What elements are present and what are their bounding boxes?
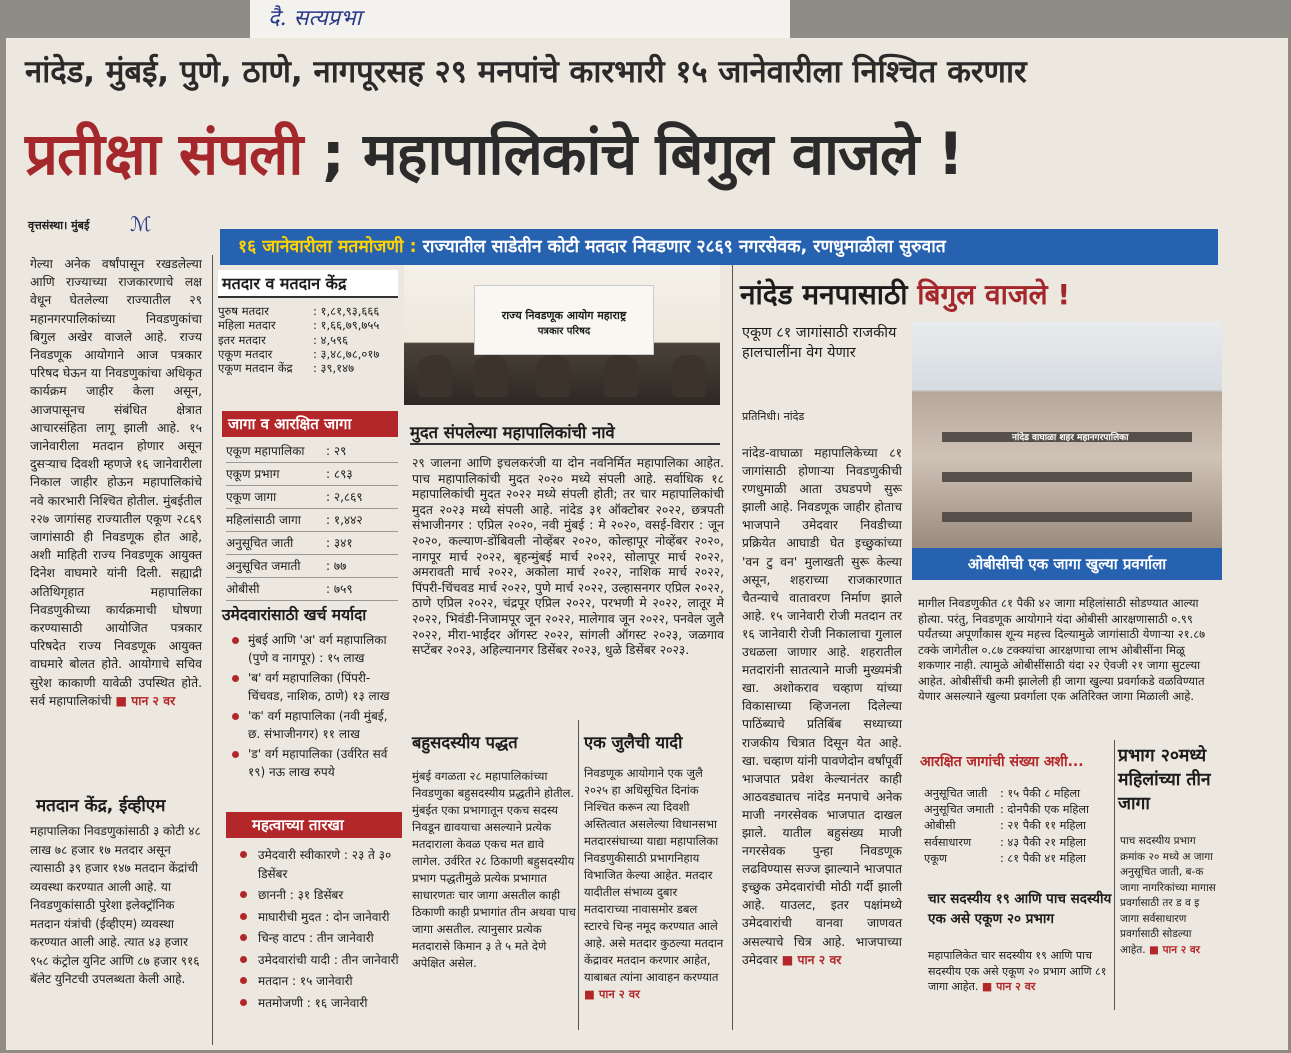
voter-stats-box — [218, 270, 398, 375]
handwritten-note: दै. सत्यप्रभा — [268, 6, 362, 31]
nanded-heading-part2: बिगुल वाजले ! — [917, 278, 1071, 311]
nanded-text: नांदेड-वाघाळा महापालिकेच्या ८१ जागांसाठी होणाऱ्या निवडणुकीची रणधुमाळी आता उघडपणे सुरू झाली आहे. निवडणूक जाहीर होताच भाजपाने उमेदवार निवडीच्या प्रक्रियेत आघाडी घेत इच्छुकांच्या 'वन टु वन' मुलाखती सुरू केल्या असून, शहराच्या राजकारणात चैतन्याचे वातावरण निर्माण झाले आहे. १५ जानेवारी रोजी मतदान तर १६ जानेवारी रोजी निकालाचा गुलाल उधळला जाणार आहे. शहरातील मतदारांनी सातत्याने माजी मुख्यमंत्री खा. अशोकराव चव्हाण यांच्या विकासाच्या व्हिजनला दिलेल्या पाठिंब्याचे प्रतिबिंब सध्याच्या राजकीय चित्रात दिसून येत आहे. खा. चव्हाण यांनी पावणेदोन वर्षांपूर्वी भाजपात प्रवेश केल्यानंतर काही आठवड्यातच नांदेड मनपाचे अनेक माजी नगरसेवक भाजपात दाखल झाले. यातील बहुसंख्य माजी नगरसेवक पुन्हा निवडणूक लढविण्यास सज्ज झाल्याने भाजपात इच्छुक उमेदवारांची मोठी गर्दी झाली आहे. याउलट, इतर पक्षांमध्ये उमेदवारांची वानवा जाणवत असल्याचे चित्र आहे. भाजपाच्या उमेदवार — [742, 446, 902, 967]
july-title: एक जुलैची यादी — [584, 733, 683, 752]
stat-row: इतर मतदार : ४,५९६ — [218, 332, 349, 347]
signature-mark: ℳ — [130, 212, 152, 236]
corporation-building-photo — [912, 322, 1222, 548]
stat-row: महिला मतदार : १,६६,७९,७५५ — [218, 318, 380, 333]
seat-row: अनुसूचित जमाती : ७७ — [226, 555, 398, 578]
continued-text: पान २ वर — [797, 952, 842, 967]
july-body — [584, 765, 724, 1003]
band-text: राज्यातील साडेतीन कोटी मतदार निवडणार २८६९ नगरसेवक, रणधुमाळीला सुरुवात — [416, 237, 946, 257]
press-conference-photo — [404, 265, 720, 405]
wards-text: महापालिकेत चार सदस्यीय १९ आणि पाच सदस्यीय एक असे एकूण २० प्रभाग आणि ८१ जागा आहेत. — [928, 949, 1107, 993]
building-window-row — [942, 472, 1192, 482]
evm-heading: मतदान केंद्र, ईव्हीएम — [36, 796, 166, 816]
wards-body — [928, 948, 1116, 995]
expired-body: २९ जालना आणि इचलकरंजी या दोन नवनिर्मित महापालिका आहेत. पाच महापालिकांची मुदत २०२० मध्ये संपली आहे. सर्वाधिक १८ महापालिकांची मुदत २०२२ मध्ये संपली होती; तर चार महापालिकांची मुदत २०२३ मध्ये संपली आहे. नांदेड ३१ ऑक्टोबर २०२२, छत्रपती संभाजीनगर : एप्रिल २०२०, नवी मुंबई : मे २०२०, वसई-विरार : जून २०२०, कल्याण-डोंबिवली नोव्हेंबर २०२०, कोल्हापूर नोव्हेंबर २०२०, नागपूर मार्च २०२२, बृहन्मुंबई मार्च २०२२, सोलापूर मार्च २०२२, अमरावती मार्च २०२२, अकोला मार्च २०२२, नाशिक मार्च २०२२, पिंपरी-चिंचवड मार्च २०२२, पुणे मार्च २०२२, उल्हासनगर एप्रिल २०२२, ठाणे एप्रिल २०२२, चंद्रपूर एप्रिल २०२२, परभणी मे २०२२, लातूर मे २०२२, भिवंडी-निजामपूर जून २०२२, मालेगाव जून २०२२, पनवेल जुलै २०२२, मीरा-भाईंदर ऑगस्ट २०२२, सांगली ऑगस्ट २०२३, जळगाव सप्टेंबर २०२३, अहिल्यानगर डिसेंबर २०२३, धुळे डिसेंबर २०२३. — [412, 456, 724, 658]
kicker-headline: नांदेड, मुंबई, पुणे, ठाणे, नागपूरसह २९ मनपांचे कारभारी १५ जानेवारीला निश्चित करणार — [25, 54, 1027, 90]
seat-row: एकूण प्रभाग : ८९३ — [226, 463, 398, 486]
continued-marker: ■ पान २ वर — [781, 952, 842, 967]
evm-body: महापालिका निवडणुकांसाठी ३ कोटी ४८ लाख ७८ हजार १७ मतदार असून त्यासाठी ३९ हजार १४७ मतदान केंद्रांची व्यवस्था करण्यात आली आहे. या निवडणुकांसाठी पुरेशा इलेक्ट्रॉनिक मतदान यंत्रांची (ईव्हीएम) व्यवस्था करण्यात आली आहे. त्यात ४३ हजार ९५८ कंट्रोल युनिट आणि ८७ हजार ९१६ बॅलेट युनिटची उपलब्धता केली आहे. — [30, 824, 201, 986]
stat-row: एकूण मतदार : ३,४८,७८,०१७ — [218, 346, 380, 361]
continued-marker: ■ पान २ वर — [584, 987, 640, 1001]
dateline: वृत्तसंस्था। मुंबई — [28, 219, 90, 232]
expense-title: उमेदवारांसाठी खर्च मर्यादा — [222, 606, 367, 624]
multi-title: बहुसदस्यीय पद्धत — [412, 733, 518, 752]
seats-table — [226, 440, 398, 601]
person-figure — [418, 355, 452, 397]
headline-part2: महापालिकांचे बिगुल वाजले ! — [362, 120, 963, 188]
headline-part1: प्रतीक्षा संपली — [25, 120, 303, 188]
expense-list — [232, 632, 402, 784]
voter-stats-title: मतदार व मतदान केंद्र — [218, 270, 398, 298]
july-text: निवडणूक आयोगाने एक जुलै २०२५ हा अधिसूचित दिनांक निश्चित करून त्या दिवशी अस्तित्वात असलेल्या विधानसभा मतदारसंघाच्या याद्या महापालिका निवडणुकीसाठी प्रभागनिहाय विभाजित केल्या आहेत. मतदार यादीतील संभाव्य दुबार मतदाराच्या नावासमोर डबल स्टारचे चिन्ह नमूद करण्यात आले आहे. असे मतदार कुठल्या मतदान केंद्रावर मतदान करणार आहेत, याबाबत त्यांना आवाहन करण्यात — [584, 766, 724, 984]
reserved-row: अनुसूचित जमाती : दोनपैकी एक महिला — [924, 803, 1089, 817]
continued-marker: ■ पान २ वर — [1148, 943, 1200, 956]
wards-title: चार सदस्यीय १९ आणि पाच सदस्यीय एक असे एकूण २० प्रभाग — [928, 891, 1112, 927]
ward20-title: प्रभाग २०मध्ये महिलांच्या तीन जागा — [1118, 746, 1211, 814]
continued-marker: ■ पान २ वर — [115, 693, 176, 708]
date-item: उमेदवारी स्वीकारणे : २३ ते ३० डिसेंबर — [240, 846, 400, 883]
ward20-body — [1120, 834, 1220, 958]
headline-separator: ; — [302, 120, 363, 188]
expense-item: 'क' वर्ग महापालिका (नवी मुंबई, छ. संभाजीनगर) ११ लाख — [232, 708, 402, 743]
date-item: मतदान : १५ जानेवारी — [240, 972, 400, 991]
continued-text: पान २ वर — [1162, 943, 1200, 956]
banner-subtitle: पत्रकार परिषद — [537, 326, 591, 337]
banner-title: राज्य निवडणूक आयोग महाराष्ट्र — [501, 309, 627, 322]
stat-row: पुरुष मतदार : १,८१,९३,६६६ — [218, 304, 380, 318]
band-highlight: १६ जानेवारीला मतमोजणी : — [238, 237, 417, 257]
expired-title: मुदत संपलेल्या महापालिकांची नावे — [410, 420, 720, 445]
building-window-row — [942, 512, 1192, 522]
dates-title: महत्वाच्या तारखा — [226, 812, 402, 838]
multi-body: मुंबई वगळता २८ महापालिकांच्या निवडणुका बहुसदस्यीय प्रद्धतीने होतील. मुंबईत एका प्रभागातून एकच सदस्य निवडून द्यावयाचा असल्याने प्रत्येक मतदाराला केवळ एकच मत द्यावे लागेल. उर्वरित २८ ठिकाणी बहुसदस्यीय प्रभाग पद्धतीमुळे प्रत्येक प्रभागात साधारणतः चार जागा असतील काही ठिकाणी काही प्रभागांत तीन अथवा पाच जागा असतील. त्यानुसार प्रत्येक मतदारासे किमान ३ ते ५ मते देणे अपेक्षित असेल. — [412, 769, 576, 970]
continued-text: पान २ वर — [131, 693, 176, 708]
nanded-heading — [740, 275, 1070, 313]
nanded-byline: प्रतिनिधी। नांदेड — [742, 410, 805, 423]
reserved-table — [924, 786, 1110, 867]
subheadline-band — [220, 229, 1218, 265]
date-item: माघारीची मुदत : दोन जानेवारी — [240, 908, 400, 927]
stat-row: एकूण मतदान केंद्र : ३९,१४७ — [218, 361, 355, 376]
nanded-body — [742, 444, 902, 969]
person-figure — [604, 355, 638, 397]
seat-row: ओबीसी : ७५९ — [226, 578, 398, 601]
building-sign: नांदेड वाघाळा शहर महानगरपालिका — [1012, 433, 1129, 443]
reserved-row: अनुसूचित जाती : १५ पैकी ८ महिला — [924, 787, 1081, 800]
person-figure — [672, 355, 706, 397]
nanded-subheading: एकूण ८१ जागांसाठी राजकीय हालचालींना वेग येणार — [742, 325, 897, 361]
seat-row: एकूण महापालिका : २९ — [226, 440, 398, 463]
reserved-row: सर्वसाधारण : ४३ पैकी २१ महिला — [924, 835, 1086, 849]
seat-row: एकूण जागा : २,८६९ — [226, 486, 398, 509]
obc-caption: ओबीसीची एक जागा खुल्या प्रवर्गाला — [912, 548, 1222, 580]
date-item: उमेदवारांची यादी : तीन जानेवारी — [240, 951, 400, 970]
continued-marker: ■ पान २ वर — [981, 980, 1036, 993]
lead-body: गेल्या अनेक वर्षांपासून रखडलेल्या आणि राज्याच्या राजकारणाचे लक्ष वेधून घेतलेल्या राज्यातील २९ महानगरपालिकांच्या निवडणुकांचा बिगुल अखेर वाजले आहे. राज्य निवडणूक आयोगाने आज पत्रकार परिषद घेऊन या निवडणुकांचा अधिकृत कार्यक्रम जाहीर केला असून, आजपासूनच संबंधित क्षेत्रात आचारसंहिता लागू झाली आहे. १५ जानेवारीला मतदान होणार असून दुसऱ्याच दिवशी म्हणजे १६ जानेवारीला निकाल जाहीर होऊन महापालिकांचे नवे कारभारी निश्चित होतील. मुंबईतील २२७ जागांसह राज्यातील एकूण २८६९ जागांसाठी ही निवडणूक होत आहे, अशी माहिती राज्य निवडणूक आयुक्त दिनेश वाघमारे यांनी दिली. सह्याद्री अतिथिगृहात महापालिका निवडणुकीच्या कार्यक्रमाची घोषणा करण्यासाठी आयोजित पत्रकार परिषदेत राज्य निवडणूक आयुक्त वाघमारे बोलत होते. आयोगाचे सचिव सुरेश काकाणी यावेळी उपस्थित होते. सर्व महापालिकांची — [30, 257, 202, 708]
date-item: चिन्ह वाटप : तीन जानेवारी — [240, 929, 400, 948]
continued-text: पान २ वर — [996, 980, 1036, 993]
lead-story — [30, 255, 202, 710]
reserved-title: आरक्षित जागांची संख्या अशी... — [920, 754, 1084, 770]
column-divider — [212, 255, 213, 1045]
reserved-row: एकूण : ८१ पैकी ४१ महिला — [924, 851, 1086, 865]
obc-body: मागील निवडणुकीत ८१ पैकी ४२ जागा महिलांसाठी सोडण्यात आल्या होत्या. परंतु, निवडणूक आयोगाने यंदा ओबीसी आरक्षणासाठी ०.९९ पर्यंतच्या अपूर्णांकास शून्य महत्त्व दिल्यामुळे जागांसाठी येणाऱ्या २१.८७ टक्के जागेतील ०.८७ टक्क्यांचा आरक्षणाचा लाभ ओबीसींना मिळू शकणार नाही. त्यामुळे ओबीसींसाठी यंदा २२ ऐवजी २१ जागा सुटल्या आहेत. ओबीसींची कमी झालेली ही जागा खुल्या प्रवर्गाकडे वळविण्यात येणार असल्याने खुल्या प्रवर्गाला एक अतिरिक्त जागा मिळाली आहे. — [918, 596, 1206, 703]
expense-item: 'ब' वर्ग महापालिका (पिंपरी-चिंचवड, नाशिक, ठाणे) १३ लाख — [232, 670, 402, 705]
dates-list — [240, 846, 400, 1015]
person-figure — [474, 355, 508, 397]
seat-row: महिलांसाठी जागा : १,४४२ — [226, 509, 398, 532]
column-divider — [732, 265, 733, 1030]
column-divider — [578, 720, 579, 1030]
date-item: छाननी : ३१ डिसेंबर — [240, 886, 400, 905]
person-figure — [536, 355, 570, 397]
seat-row: अनुसूचित जाती : ३४१ — [226, 532, 398, 555]
seats-title: जागा व आरक्षित जागा — [222, 411, 398, 437]
expense-item: 'ड' वर्ग महापालिका (उर्वरित सर्व १९) नऊ लाख रुपये — [232, 746, 402, 781]
main-headline — [25, 112, 1245, 191]
photo-banner — [474, 285, 654, 355]
expense-item: मुंबई आणि 'अ' वर्ग महापालिका (पुणे व नागपूर) : १५ लाख — [232, 632, 402, 667]
reserved-row: ओबीसी : २१ पैकी ११ महिला — [924, 819, 1086, 833]
continued-text: पान २ वर — [598, 987, 640, 1001]
nanded-heading-part1: नांदेड मनपासाठी — [740, 278, 908, 311]
ward20-text: पाच सदस्यीय प्रभाग क्रमांक २० मध्ये अ जागा अनुसूचित जाती, ब-क जागा नागरिकांच्या मागास प्रवर्गासाठी तर ड व इ जागा सर्वसाधारण प्रवर्गासाठी सोडल्या आहेत. — [1120, 835, 1216, 956]
date-item: मतमोजणी : १६ जानेवारी — [240, 994, 400, 1013]
